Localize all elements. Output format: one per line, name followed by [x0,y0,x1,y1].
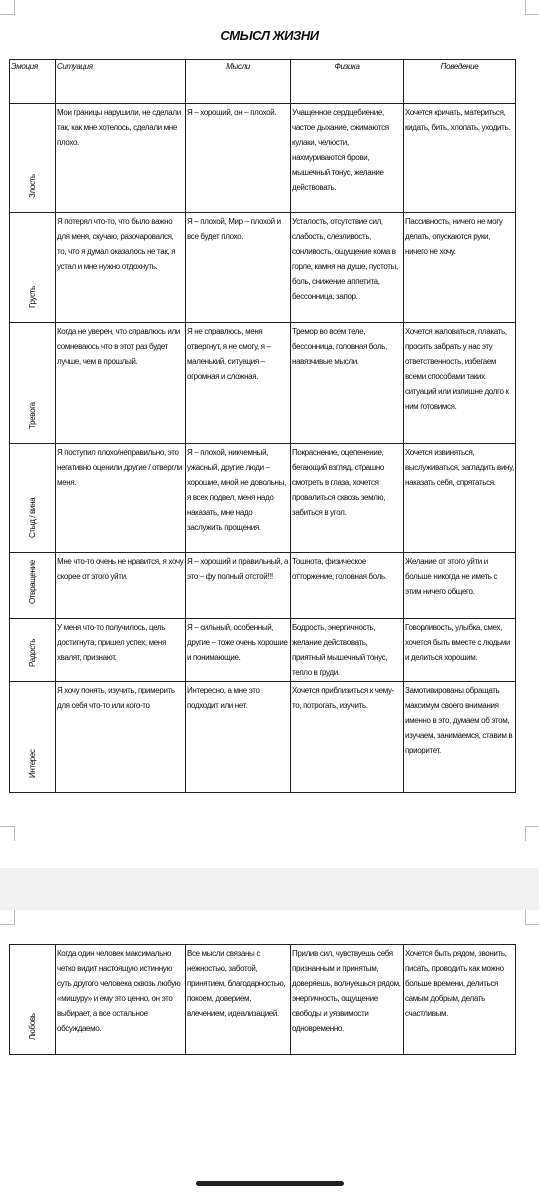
thoughts-cell: Я – сильный, особенный, другие – тоже очень хорошие и понимающие. [186,619,291,682]
behavior-cell: Замотивированы обращать максимум своего внимания именно в это, думаем об этом, изучаем, занимаемся, ставим в приоритет. [404,682,516,793]
thoughts-cell: Я – плохой, никчемный, ужасный, другие люди – хорошие, мной не довольны, я всех подвел, меня надо наказать, мне надо заслужить прощения. [186,444,291,553]
thoughts-cell: Я – хороший и правильный, а это – фу полный отстой!!! [186,553,291,619]
emotion-cell: Любовь [10,945,56,1055]
behavior-cell: Говорливость, улыбка, смех, хочется быть вместе с людьми и делиться хорошим. [404,619,516,682]
physics-cell: Покраснение, оцепенение, бегающий взгляд, страшно смотреть в глаза, хочется провалиться сквозь землю, забиться в угол. [291,444,404,553]
table-row [10,213,516,323]
crop-mark [0,0,15,15]
table-row [10,444,516,553]
crop-mark [525,0,539,15]
emotion-cell: Грусть [10,213,56,323]
behavior-cell: Хочется быть рядом, звонить, писать, проводить как можно больше времени, делиться самым добрым, делать счастливым. [404,945,516,1055]
situation-cell: Мне что-то очень не нравится, я хочу скорее от этого уйти. [56,553,186,619]
physics-cell: Усталость, отсутствие сил, слабость, слезливость, сонливость, ощущение кома в горле, камня на душе, пустоты, боль, снижение аппетита, бессонница, запор. [291,213,404,323]
document-page-2 [0,910,539,1200]
physics-cell: Прилив сил, чувствуешь себя признанным и принятым, доверяешь, волнуешься рядом, энергичность, ощущение свободы и уязвимости одновременно. [291,945,404,1055]
emotions-table-continued [9,944,516,1055]
emotion-cell: Злость [10,104,56,213]
physics-cell: Тремор во всем теле, бессонница, головная боль, навязчивые мысли. [291,323,404,444]
physics-cell: Учащенное сердцебиение, частое дыхание, сжимаются кулаки, челюсти, нахмуриваются брови, мышечный тонус, желание действовать. [291,104,404,213]
header-situation: Ситуация [56,60,186,104]
table-row [10,619,516,682]
table-row [10,323,516,444]
table-row [10,945,516,1055]
header-emotion: Эмоция [10,60,56,104]
behavior-cell: Хочется кричать, материться, кидать, бить, хлопать, уходить. [404,104,516,213]
crop-mark [0,826,15,841]
home-indicator[interactable] [196,1181,344,1186]
thoughts-cell: Я не справлюсь, меня отвергнут, я не смогу, я – маленький, ситуация – огромная и сложная. [186,323,291,444]
behavior-cell: Желание от этого уйти и больше никогда не иметь с этим ничего общего. [404,553,516,619]
page-separator [0,868,539,910]
situation-cell: Я потерял что-то, что было важно для меня, скучаю, разочаровался, то, что я думал оказалось не так, я устал и мне нужно отдохнуть. [56,213,186,323]
crop-mark [0,910,15,925]
situation-cell: У меня что-то получилось, цель достигнута, пришел успех, меня хвалят, признают. [56,619,186,682]
physics-cell: Хочется приблизиться к чему-то, потрогать, изучить. [291,682,404,793]
behavior-cell: Пассивность, ничего не могу делать, опускаются руки, ничего не хочу. [404,213,516,323]
situation-cell: Когда не уверен, что справлюсь или сомневаюсь что в этот раз будет лучше, чем в прошлый. [56,323,186,444]
emotion-cell: Отвращение [10,553,56,619]
thoughts-cell: Все мысли связаны с нежностью, заботой, принятием, благодарностью, покоем, доверием, влечением, идеализацией. [186,945,291,1055]
page-title: СМЫСЛ ЖИЗНИ [220,28,319,43]
emotion-cell: Стыд / вина [10,444,56,553]
header-behavior: Поведение [404,60,516,104]
behavior-cell: Хочется извиняться, выслуживаться, загладить вину, наказать себя, спрятаться. [404,444,516,553]
table-row [10,104,516,213]
situation-cell: Мои границы нарушили, не сделали так, как мне хотелось, сделали мне плохо. [56,104,186,213]
emotion-cell: Тревога [10,323,56,444]
header-physics: Физика [291,60,404,104]
physics-cell: Бодрость, энергичность, желание действовать, приятный мышечный тонус, тепло в груди. [291,619,404,682]
crop-mark [525,910,539,925]
thoughts-cell: Я – плохой, Мир – плохой и все будет плохо. [186,213,291,323]
situation-cell: Я хочу понять, изучить, примерить для себя что-то или кого-то [56,682,186,793]
physics-cell: Тошнота, физическое отторжение, головная боль. [291,553,404,619]
header-thoughts: Мысли [186,60,291,104]
emotion-cell: Радость [10,619,56,682]
situation-cell: Я поступил плохо/неправильно, это негативно оценили другие / отвергли меня. [56,444,186,553]
emotions-table [9,59,516,793]
situation-cell: Когда один человек максимально четко видит настоящую истинную суть другого человека сквозь любую «мишуру» и ему это ценно, он это выбирает, а все остальное обсуждаемо. [56,945,186,1055]
table-row [10,553,516,619]
crop-mark [525,826,539,841]
table-row [10,682,516,793]
thoughts-cell: Я – хороший, он – плохой. [186,104,291,213]
emotion-cell: Интерес [10,682,56,793]
table-header-row [10,60,516,104]
behavior-cell: Хочется жаловаться, плакать, просить забрать у нас эту ответственность, избегаем всеми способами таких ситуаций или излишне долго к ним готовимся. [404,323,516,444]
thoughts-cell: Интересно, а мне это подходит или нет. [186,682,291,793]
